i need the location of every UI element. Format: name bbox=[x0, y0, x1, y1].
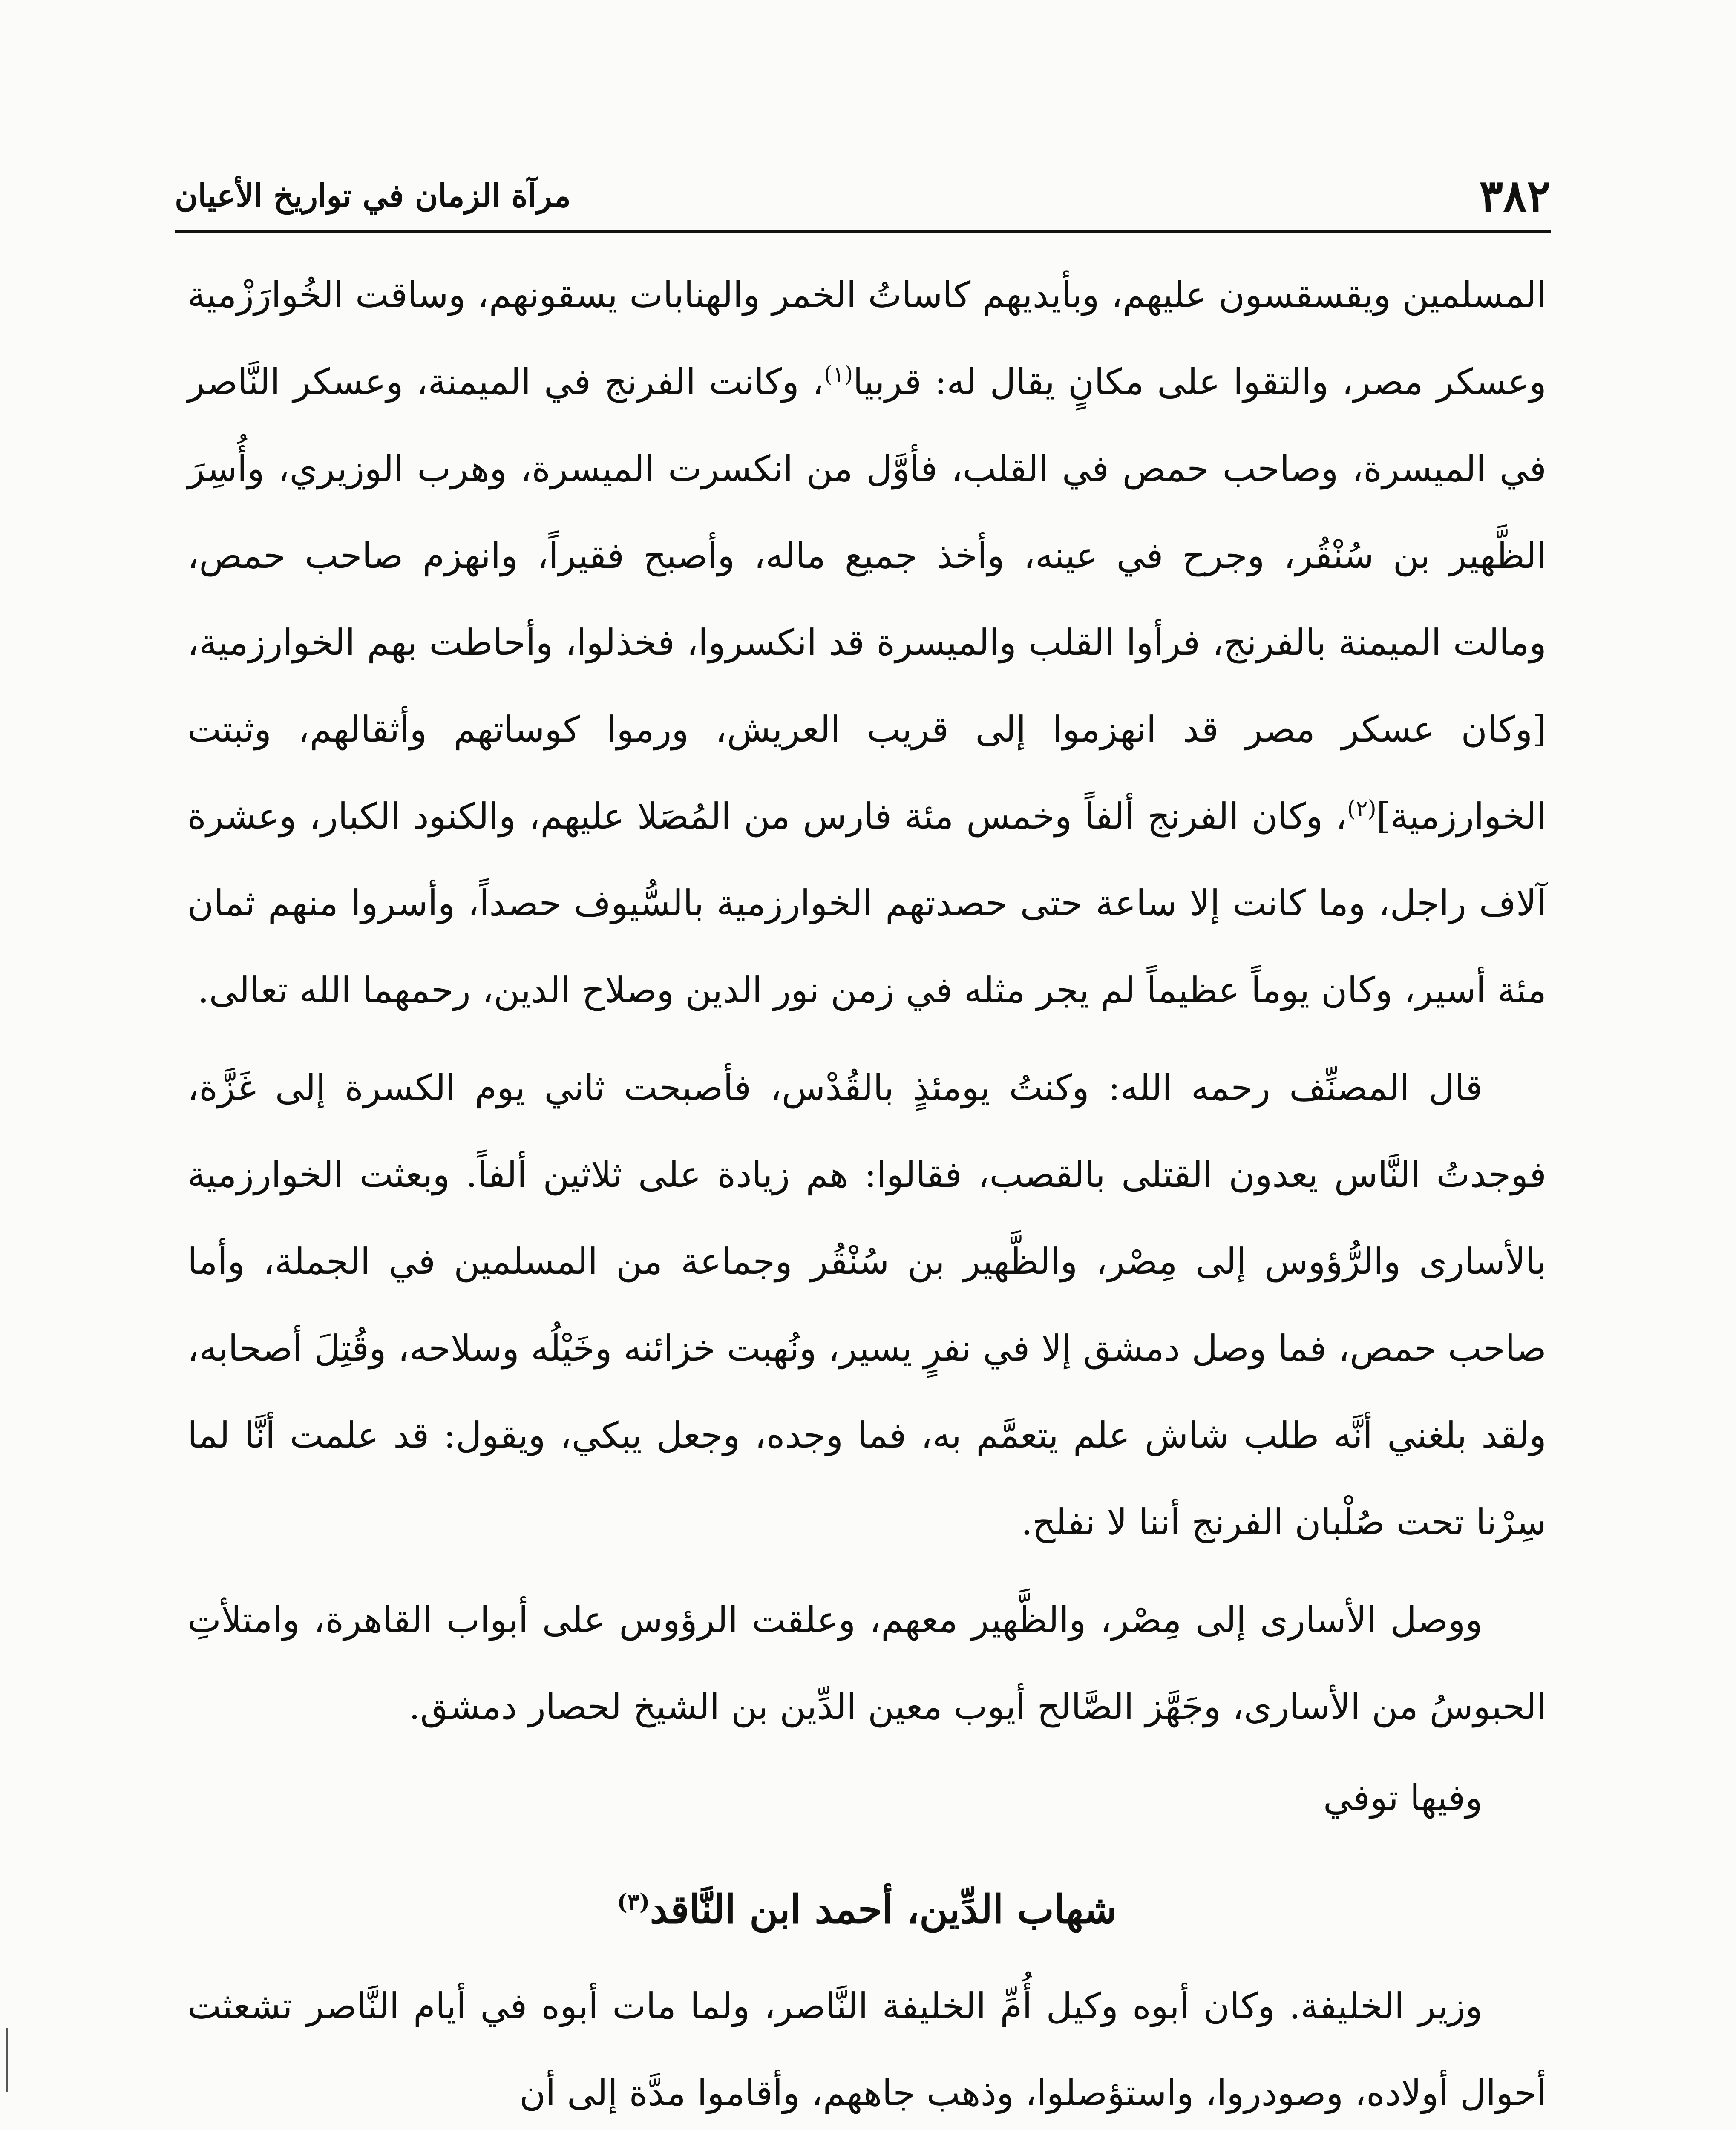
main-text bbox=[187, 251, 1546, 2130]
paragraph-biography: وزير الخليفة. وكان أبوه وكيل أُمِّ الخليفة النَّاصر، ولما مات أبوه في أيام النَّاصر تشعثت أحوال أولاده، وصودروا، واستؤصلوا، وذهب جاههم، وأقاموا مدَّة إلى أن bbox=[187, 1985, 1546, 2114]
section-heading-text: شهاب الدِّين، أحمد ابن النَّاقد bbox=[650, 1886, 1117, 1932]
page-number: ٣٨٢ bbox=[1479, 170, 1551, 222]
footnote-ref-3[interactable]: (٣) bbox=[617, 1889, 650, 1915]
paragraph-battle-account bbox=[187, 251, 1546, 1033]
paragraph-captives: ووصل الأسارى إلى مِصْر، والظَّهير معهم، وعلقت الرؤوس على أبواب القاهرة، وامتلأتِ الحبوسُ من الأسارى، وجَهَّز الصَّالح أيوب معين الدِّين بن الشيخ لحصار دمشق. bbox=[187, 1599, 1546, 1727]
paragraph-text: ، وكان الفرنج ألفاً وخمس مئة فارس من المُصَلا عليهم، والكنود الكبار، وعشرة آلاف راجل، وما كانت إلا ساعة حتى حصدتهم الخوارزمية بالسُّيوف حصداً، وأسروا منهم ثمان مئة أسير، وكان يوماً عظيماً لم يجر مثله في زمن نور الدين وصلاح الدين، رحمهما الله تعالى. bbox=[187, 795, 1546, 1011]
paragraph-text: المسلمين ويقسقسون عليهم، وبأيديهم كاساتُ الخمر والهنابات يسقونهم، وساقت الخُوارَزْمية وعسكر مصر، والتقوا على مكانٍ يقال له: قربيا bbox=[187, 274, 1546, 403]
footnote-ref-1[interactable]: (١) bbox=[823, 362, 853, 387]
header-rule bbox=[175, 230, 1551, 233]
paragraph-text: ، وكانت الفرنج في الميمنة، وعسكر النَّاصر في الميسرة، وصاحب حمص في القلب، فأوَّل من انكسرت الميسرة، وهرب الوزيري، وأُسِرَ الظَّهير بن سُنْقُر، وجرح في عينه، وأخذ جميع ماله، وأصبح فقيراً، وانهزم صاحب حمص، ومالت الميمنة بالفرنج، فرأوا القلب والميسرة قد انكسروا، فخذلوا، وأحاطت بهم الخوارزمية، [وكان عسكر مصر قد انهزموا إلى قريب العريش، ورموا كوساتهم وأثقالهم، وثبتت الخوارزمية] bbox=[187, 361, 1546, 837]
paragraph-author-note: قال المصنِّف رحمه الله: وكنتُ يومئذٍ بالقُدْس، فأصبحت ثاني يوم الكسرة إلى غَزَّة، فوجدتُ النَّاس يعدون القتلى بالقصب، فقالوا: هم زيادة على ثلاثين ألفاً. وبعثت الخوارزمية بالأسارى والرُّؤوس إلى مِصْر، والظَّهير بن سُنْقُر وجماعة من المسلمين في الجملة، وأما صاحب حمص، فما وصل دمشق إلا في نفرٍ يسير، ونُهبت خزائنه وخَيْلُه وسلاحه، وقُتِلَ أصحابه، ولقد بلغني أنَّه طلب شاش علم يتعمَّم به، فما وجده، وجعل يبكي، ويقول: قد علمت أنَّا لما سِرْنا تحت صُلْبان الفرنج أننا لا نفلح. bbox=[187, 1067, 1546, 1543]
footnote-ref-2[interactable]: (٢) bbox=[1347, 796, 1376, 822]
paragraph-deaths-intro: وفيها توفي bbox=[1323, 1777, 1483, 1819]
page-header bbox=[175, 168, 1551, 224]
scan-edge-mark bbox=[6, 2028, 8, 2092]
running-title: مرآة الزمان في تواريخ الأعيان bbox=[175, 178, 571, 214]
section-heading bbox=[187, 1867, 1546, 1952]
